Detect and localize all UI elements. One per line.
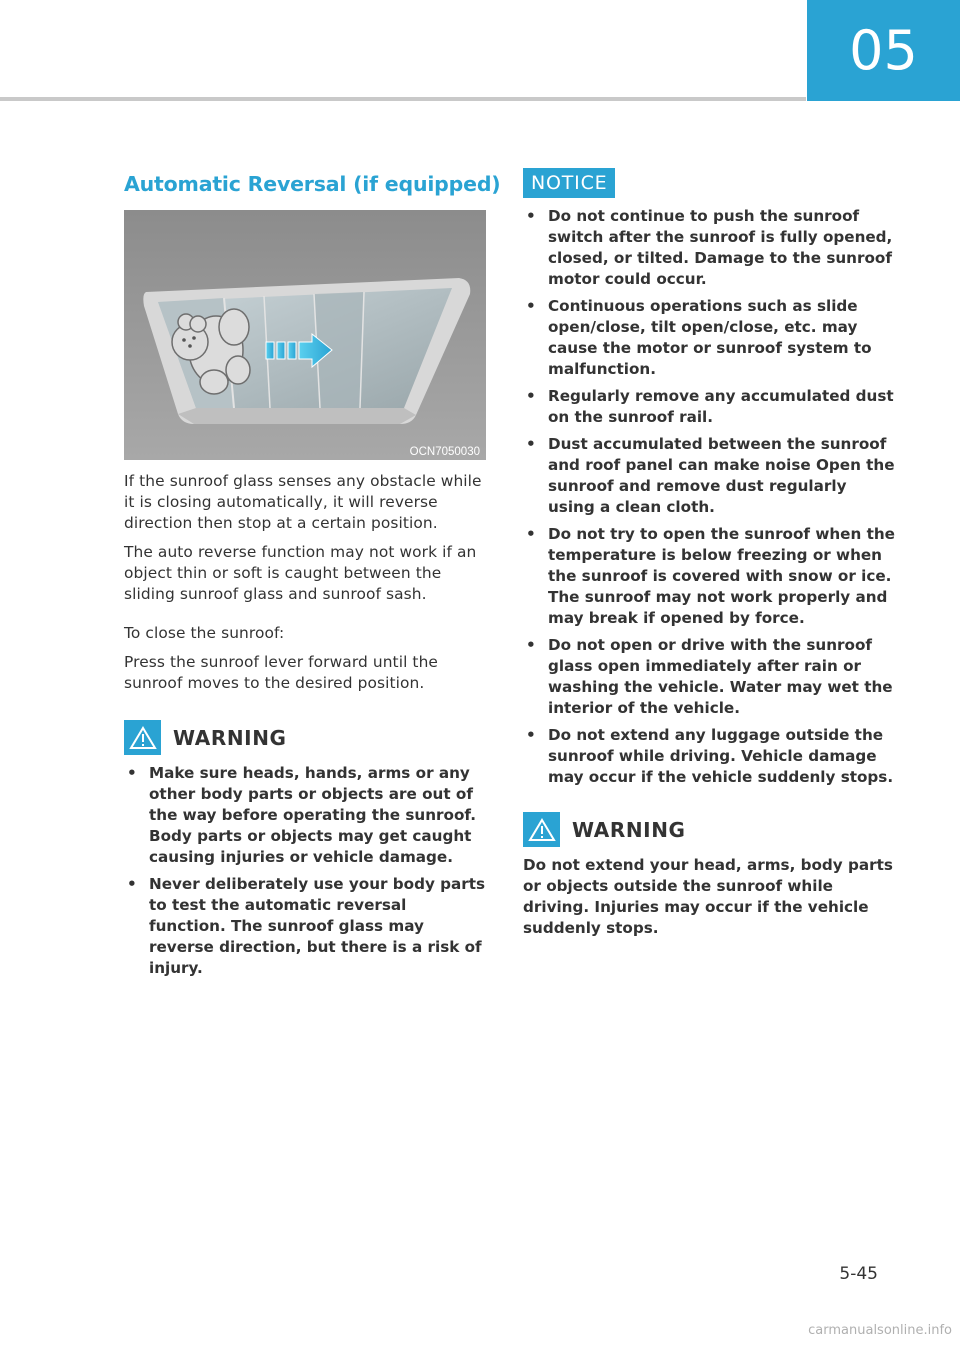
notice-badge: NOTICE — [523, 168, 615, 198]
notice-list — [523, 206, 895, 788]
chapter-tab — [807, 0, 960, 101]
list-item: • Make sure heads, hands, arms or any other body parts or objects are out of the way before operating the sunroof. Body parts or objects may get caught causing injuries or vehicle damage. — [124, 763, 486, 868]
warning-triangle-icon — [124, 720, 161, 755]
chapter-number: 05 — [849, 19, 918, 82]
warning-text: Do not extend your head, arms, body parts or objects outside the sunroof while driving. Injuries may occur if the vehicle suddenly stops. — [523, 856, 893, 937]
list-item: • Regularly remove any accumulated dust on the sunroof rail. — [523, 386, 895, 428]
paragraph: To close the sunroof: — [124, 624, 285, 642]
sunroof-drawing — [124, 210, 486, 460]
page-number: 5-45 — [839, 1264, 878, 1284]
warning-heading — [124, 720, 486, 755]
list-item: • Never deliberately use your body parts to test the automatic reversal function. The sunroof glass may reverse direction, but there is a risk of injury. — [124, 874, 486, 979]
warning-list — [124, 763, 486, 979]
paragraph: Press the sunroof lever forward until the sunroof moves to the desired position. — [124, 653, 438, 692]
sunroof-illustration — [124, 210, 486, 460]
right-column — [523, 168, 895, 939]
list-item: • Do not open or drive with the sunroof glass open immediately after rain or washing the vehicle. Water may wet the interior of the vehicle. — [523, 635, 895, 719]
list-item: • Continuous operations such as slide open/close, tilt open/close, etc. may cause the motor or sunroof system to malfunction. — [523, 296, 895, 380]
warning-heading — [523, 812, 895, 847]
paragraph: If the sunroof glass senses any obstacle while it is closing automatically, it will reverse direction then stop at a certain position. — [124, 472, 482, 532]
left-column — [124, 172, 501, 985]
paragraph: The auto reverse function may not work if an object thin or soft is caught between the sliding sunroof glass and sunroof sash. — [124, 543, 477, 603]
warning-label: WARNING — [572, 817, 686, 842]
section-title: Automatic Reversal (if equipped) — [124, 172, 501, 196]
warning-label: WARNING — [173, 725, 287, 750]
list-item: • Do not continue to push the sunroof switch after the sunroof is fully opened, closed, or tilted. Damage to the sunroof motor could occur. — [523, 206, 895, 290]
warning-triangle-icon — [523, 812, 560, 847]
figure-caption: OCN7050030 — [409, 446, 480, 458]
list-item: • Do not try to open the sunroof when the temperature is below freezing or when the sunroof is covered with snow or ice. The sunroof may not work properly and may break if opened by force. — [523, 524, 895, 629]
list-item: • Dust accumulated between the sunroof and roof panel can make noise Open the sunroof and remove dust regularly using a clean cloth. — [523, 434, 895, 518]
watermark: carmanualsonline.info — [808, 1323, 952, 1338]
header-rule — [0, 97, 806, 101]
list-item: • Do not extend any luggage outside the sunroof while driving. Vehicle damage may occur if the vehicle suddenly stops. — [523, 725, 895, 788]
